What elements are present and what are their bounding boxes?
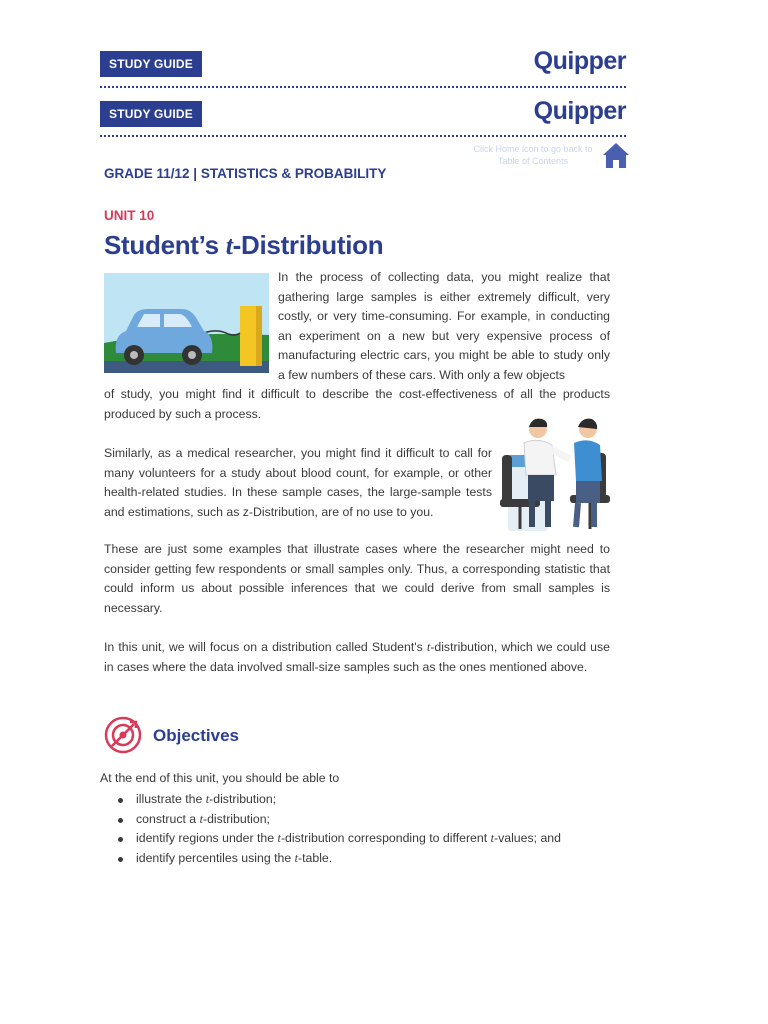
- title-prefix: Student’s: [104, 230, 226, 260]
- medical-paragraph: Similarly, as a medical researcher, you might find it difficult to call for many volunteers for a study about blood count, for example, or other health-related studies. In these sample cases, the large-sample tests and estimations, such as z-Distribution, are of no use to you.: [104, 446, 492, 519]
- intro-paragraph-wrap: In the process of collecting data, you might realize that gathering large samples is either extremely difficult, very costly, or very time-consuming. For example, in conducting an experiment on a new but very expensive process of manufacturing electric cars, you might be able to study only a few numbers of these cars. With only a few objects: [278, 270, 610, 382]
- unit-focus-paragraph: [104, 638, 610, 677]
- home-hint-text: Click Home icon to go back to Table of Contents: [473, 144, 593, 166]
- car-illustration: [104, 273, 269, 373]
- brand-logo: Quipper: [533, 97, 626, 125]
- dotted-divider: [100, 86, 626, 88]
- objective-item: construct a t-distribution;: [118, 810, 561, 830]
- p4-text-a: In this unit, we will focus on a distribution called Student's: [104, 640, 427, 654]
- study-guide-badge: STUDY GUIDE: [100, 101, 202, 127]
- brand-logo: Quipper: [533, 47, 626, 75]
- objectives-heading: Objectives: [153, 726, 239, 745]
- objective-item: identify regions under the t-distribution corresponding to different t-values; and: [118, 829, 561, 849]
- objectives-target-icon: [104, 716, 142, 754]
- study-guide-badge: STUDY GUIDE: [100, 51, 202, 77]
- objectives-intro: At the end of this unit, you should be able to: [100, 771, 340, 785]
- header-row-2: [100, 97, 626, 129]
- p4-text-b: -distribution, which we could use in cases where the data involved small-size samples such as the ones mentioned above.: [104, 640, 610, 674]
- home-icon[interactable]: [601, 140, 631, 170]
- intro-paragraph-full: of study, you might find it difficult to describe the cost-effectiveness of all the products produced by such a process.: [104, 387, 610, 421]
- objective-item: illustrate the t-distribution;: [118, 790, 561, 810]
- doctor-patient-illustration: [498, 415, 620, 533]
- p4-italic-t: t: [426, 640, 431, 654]
- grade-subject-heading: GRADE 11/12 | STATISTICS & PROBABILITY: [104, 166, 387, 181]
- title-suffix: -Distribution: [232, 230, 384, 260]
- objective-item: identify percentiles using the t-table.: [118, 849, 561, 869]
- page-title: [104, 230, 383, 261]
- objectives-list: [118, 790, 561, 868]
- title-italic-t: t: [225, 231, 233, 260]
- unit-label: UNIT 10: [104, 208, 155, 223]
- dotted-divider: [100, 135, 626, 137]
- header-row-1: [100, 47, 626, 79]
- examples-paragraph: These are just some examples that illustrate cases where the researcher might need to consider getting few respondents or small samples only. Thus, a corresponding statistic that could inform us about possible inferences that we could derive from small samples is necessary.: [104, 542, 610, 615]
